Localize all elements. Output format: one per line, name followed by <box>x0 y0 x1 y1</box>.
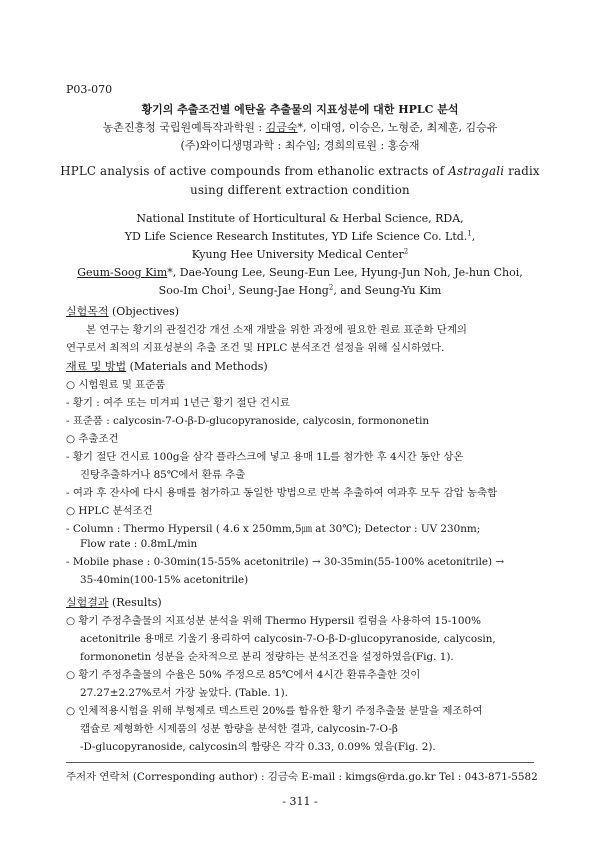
results-line: 캡슐로 제형화한 시제품의 성분 함량을 분석한 결과, calycosin-7-O-β <box>80 723 398 735</box>
section-heading-results-en: (Results) <box>108 596 162 609</box>
section-heading-methods <box>66 358 268 374</box>
results-line: ○ 황기 주정추출물의 지표성분 분석을 위해 Thermo Hypersil 컬럼을 사용하여 15-100% <box>66 615 481 627</box>
methods-line: ○ 시험원료 및 표준품 <box>66 379 166 391</box>
author-choi-sup: 1 <box>227 283 232 292</box>
korean-affiliation-1: 농촌진흥청 국립원예특작과학원 : <box>102 121 266 134</box>
methods-line: - 여과 후 잔사에 다시 용매를 첨가하고 동일한 방법으로 반복 추출하여 여과후 모두 감압 농축함 <box>66 487 498 499</box>
methods-line: ○ HPLC 분석조건 <box>66 505 153 517</box>
section-heading-methods-ko: 재료 및 방법 <box>66 360 127 373</box>
methods-line: - Mobile phase : 0-30min(15-55% acetonitrile) → 30-35min(55-100% acetonitrile) → <box>66 556 505 568</box>
corresponding-author-ko: 김금숙 <box>265 121 298 134</box>
author-kim: , and Seung-Yu Kim <box>333 284 442 297</box>
methods-line: - Column : Thermo Hypersil ( 4.6 x 250mm,5㎛ at 30℃); Detector : UV 230nm; <box>66 523 481 535</box>
author-hong: , Seung-Jae Hong <box>231 284 329 297</box>
korean-authors-line-1 <box>60 119 540 135</box>
results-line: 27.27±2.27%로서 가장 높았다. (Table. 1). <box>80 687 289 699</box>
results-line: acetonitrile 용매로 기울기 용리하여 calycosin-7-O-β-D-glucopyranoside, calycosin, <box>80 633 496 645</box>
author-choi: Soo-Im Choi <box>158 284 228 297</box>
methods-line: Flow rate : 0.8mL/min <box>80 538 198 550</box>
affiliation-3-text: Kyung Hee University Medical Center <box>191 248 404 261</box>
paper-id: P03-070 <box>66 83 113 96</box>
objectives-line-2: 연구로서 최적의 지표성분의 추출 조건 및 HPLC 분석조건 설정을 위해 실시하였다. <box>66 342 445 354</box>
section-heading-objectives-en: (Objectives) <box>108 305 180 318</box>
methods-line: - 황기 : 여주 또는 미겨피 1년근 황기 절단 건시료 <box>66 397 291 409</box>
section-heading-results-ko: 실험결과 <box>66 596 109 609</box>
affiliation-2-text: YD Life Science Research Institutes, YD Life Science Co. Ltd. <box>124 230 468 243</box>
english-title-italic: Astragali <box>448 164 505 178</box>
objectives-line-1: 본 연구는 황기의 관절건강 개선 소재 개발을 위한 과정에 필요한 원료 표준화 단계의 <box>86 324 467 336</box>
section-heading-objectives <box>66 303 179 319</box>
methods-line: - 표준품 : calycosin-7-O-β-D-glucopyranoside, calycosin, formononetin <box>66 415 430 427</box>
section-heading-methods-en: (Materials and Methods) <box>126 360 268 373</box>
affiliation-3-sup: 2 <box>403 247 409 256</box>
author-hong-sup: 2 <box>328 283 334 292</box>
results-line: ○ 황기 주정추출물의 수율은 50% 주정으로 85℃에서 4시간 환류추출한 것이 <box>66 669 421 681</box>
results-line: -D-glucopyranoside, calycosin의 함량은 각각 0.33, 0.09% 였음(Fig. 2). <box>80 741 436 753</box>
english-title-line-1 <box>60 164 540 178</box>
english-title-end: radix <box>504 164 540 178</box>
english-authors-line-1 <box>60 266 540 279</box>
affiliation-2-sup: 1 <box>467 229 472 238</box>
korean-coauthors: *, 이대영, 이승은, 노형준, 최제훈, 김승유 <box>297 121 498 134</box>
english-coauthors-1: *, Dae-Young Lee, Seung-Eun Lee, Hyung-Jun Noh, Je-hun Choi, <box>167 266 523 279</box>
english-title-line-2: using different extraction condition <box>190 183 410 197</box>
results-line: ○ 인체적용시험을 위해 부형제로 덱스트린 20%를 함유한 황기 주정추출물 분말을 제조하여 <box>66 705 483 717</box>
methods-line: - 황기 절단 건시료 100g을 삼각 플라스크에 넣고 용매 1L를 첨가한 후 4시간 동안 상온 <box>66 451 464 463</box>
footer-divider <box>66 762 534 763</box>
corresponding-author-en: Geum-Soog Kim <box>77 266 168 279</box>
corresponding-author-footer: 주저자 연락처 (Corresponding author) : 김금숙 E-mail : kimgs@rda.go.kr Tel : 043-871-5582 <box>66 771 538 783</box>
page-number: - 311 - <box>282 795 318 808</box>
affiliation-3 <box>60 248 540 261</box>
results-line: formononetin 성분을 순차적으로 분리 정량하는 분석조건을 설정하였음(Fig. 1). <box>80 651 454 663</box>
affiliation-2-comma: , <box>471 230 476 243</box>
korean-title: 황기의 추출조건별 에탄올 추출물의 지표성분에 대한 HPLC 분석 <box>141 103 459 116</box>
english-title-text: HPLC analysis of active compounds from ethanolic extracts of <box>60 164 449 178</box>
methods-line: 35-40min(100-15% acetonitrile) <box>80 574 249 586</box>
korean-authors-line-2: (주)와이디생명과학 : 최수임; 경희의료원 : 홍승재 <box>180 139 420 152</box>
methods-line: 진탕추출하거나 85℃에서 환류 추출 <box>80 469 246 481</box>
affiliation-2 <box>60 230 540 243</box>
methods-line: ○ 추출조건 <box>66 433 119 445</box>
section-heading-results <box>66 594 162 610</box>
english-authors-line-2 <box>60 284 540 297</box>
section-heading-objectives-ko: 실험목적 <box>66 305 109 318</box>
affiliation-1: National Institute of Horticultural & Herbal Science, RDA, <box>136 212 464 225</box>
